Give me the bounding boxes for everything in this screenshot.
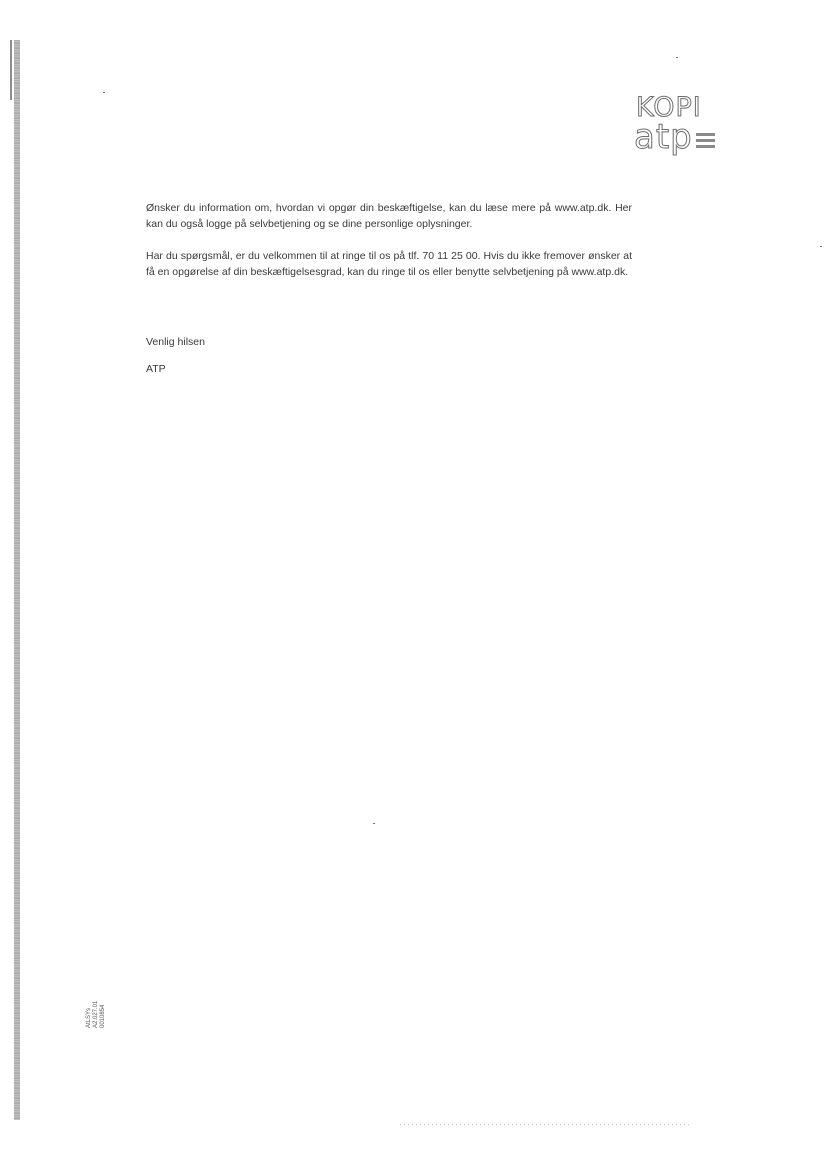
paragraph-info: Ønsker du information om, hvordan vi opgør din beskæftigelse, kan du læse mere på www.atp.dk. Her kan du også logge på selvbetjening og se dine personlige oplysninger. (146, 202, 632, 230)
atp-logo (634, 117, 715, 157)
closing-greeting: Venlig hilsen (146, 336, 205, 348)
atp-bars-icon (696, 133, 715, 148)
letter-body (146, 200, 632, 280)
scan-speck (676, 57, 678, 58)
scan-speck (373, 823, 375, 824)
scan-edge (14, 40, 20, 1120)
paragraph-contact: Har du spørgsmål, er du velkommen til at ringe til os på tlf. 70 11 25 00. Hvis du ikke fremover ønsker at få en opgørelse af din beskæftigelsesgrad, kan du ringe til os eller benytte selvbetjening på www.atp.dk. (146, 250, 632, 278)
side-code-line: 0010854 (100, 1004, 106, 1028)
scan-speck (103, 92, 105, 93)
atp-logo-text: atp (634, 117, 693, 157)
scan-speck (820, 246, 822, 247)
side-code-line: A2.027.01 (93, 1000, 99, 1028)
side-code-line: AtLSYs (86, 1007, 92, 1028)
side-document-codes (86, 1001, 107, 1028)
scan-noise-line (400, 1124, 690, 1125)
signature: ATP (146, 363, 166, 375)
kopi-stamp: KOPI (636, 92, 702, 123)
